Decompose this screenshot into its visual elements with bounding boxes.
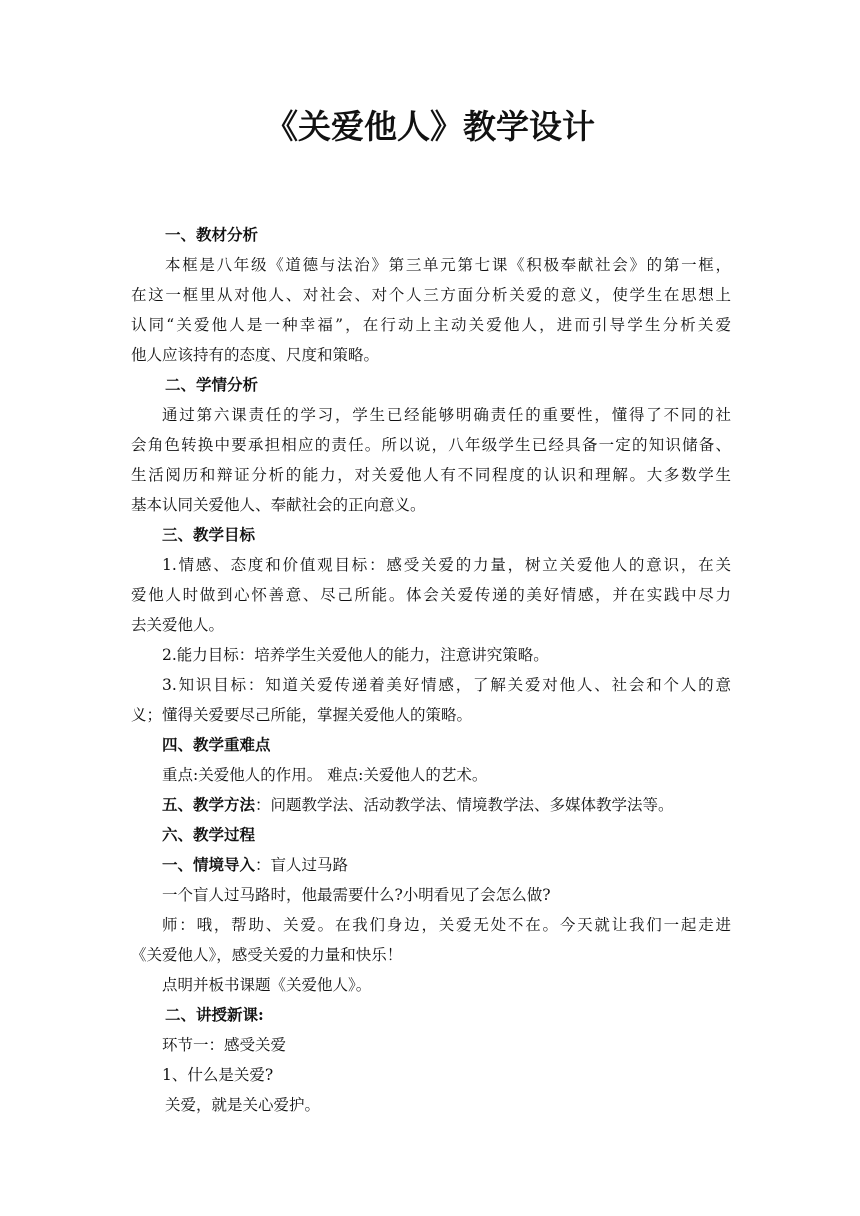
section-heading-textbook-analysis: 一、教材分析	[165, 225, 259, 244]
subsection-situation-intro	[131, 850, 731, 880]
paragraph-line: 通过第六课责任的学习，学生已经能够明确责任的重要性，懂得了不同的社	[162, 406, 731, 424]
paragraph-line: 3.知识目标：知道关爱传递着美好情感，了解关爱对他人、社会和个人的意	[162, 676, 731, 694]
section-teaching-methods	[131, 790, 731, 820]
paragraph-line: 环节一：感受关爱	[162, 1036, 287, 1054]
paragraph-line: 认同“关爱他人是一种幸福”，在行动上主动关爱他人，进而引导学生分析关爱	[131, 316, 731, 334]
paragraph-line: 去关爱他人。	[131, 616, 225, 634]
section-heading-teaching-goals: 三、教学目标	[162, 525, 256, 544]
document-body	[131, 220, 731, 1120]
document-title: 《关爱他人》教学设计	[265, 107, 595, 146]
subsection-heading-new-lesson: 二、讲授新课:	[165, 1005, 264, 1024]
paragraph-line: 2.能力目标：培养学生关爱他人的能力，注意讲究策略。	[162, 646, 549, 664]
section-heading-key-points: 四、教学重难点	[162, 735, 271, 754]
paragraph-line: 1、什么是关爱?	[162, 1066, 274, 1084]
teaching-methods-text: ：问题教学法、活动教学法、情境教学法、多媒体教学法等。	[255, 796, 674, 814]
paragraph-line: 一个盲人过马路时，他最需要什么?小明看见了会怎么做?	[162, 886, 551, 904]
subsection-heading-situation-intro: 一、情境导入	[162, 855, 256, 874]
paragraph-line: 会角色转换中要承担相应的责任。所以说，八年级学生已经具备一定的知识储备、	[131, 436, 731, 454]
paragraph-line: 1.情感、态度和价值观目标：感受关爱的力量，树立关爱他人的意识，在关	[162, 556, 731, 574]
paragraph-line: 在这一框里从对他人、对社会、对个人三方面分析关爱的意义，使学生在思想上	[131, 286, 731, 304]
section-heading-student-analysis: 二、学情分析	[165, 375, 259, 394]
paragraph-line: 《关爱他人》，感受关爱的力量和快乐！	[131, 946, 403, 964]
situation-intro-text: ：盲人过马路	[255, 856, 349, 874]
paragraph-line: 爱他人时做到心怀善意、尽己所能。体会关爱传递的美好情感，并在实践中尽力	[131, 586, 731, 604]
paragraph-line: 基本认同关爱他人、奉献社会的正向意义。	[131, 496, 426, 514]
paragraph-line: 点明并板书课题《关爱他人》。	[162, 976, 372, 994]
paragraph-line: 师：哦，帮助、关爱。在我们身边，关爱无处不在。今天就让我们一起走进	[162, 916, 731, 934]
paragraph-line: 重点:关爱他人的作用。 难点:关爱他人的艺术。	[162, 766, 488, 784]
section-heading-teaching-process: 六、教学过程	[162, 825, 256, 844]
paragraph-line: 关爱，就是关心爱护。	[165, 1096, 321, 1114]
section-heading-teaching-methods: 五、教学方法	[162, 795, 256, 814]
paragraph-line: 生活阅历和辩证分析的能力，对关爱他人有不同程度的认识和理解。大多数学生	[131, 466, 731, 484]
paragraph-line: 本框是八年级《道德与法治》第三单元第七课《积极奉献社会》的第一框，	[165, 256, 731, 274]
paragraph-line: 他人应该持有的态度、尺度和策略。	[131, 346, 380, 364]
paragraph-line: 义；懂得关爱要尽己所能，掌握关爱他人的策略。	[131, 706, 473, 724]
